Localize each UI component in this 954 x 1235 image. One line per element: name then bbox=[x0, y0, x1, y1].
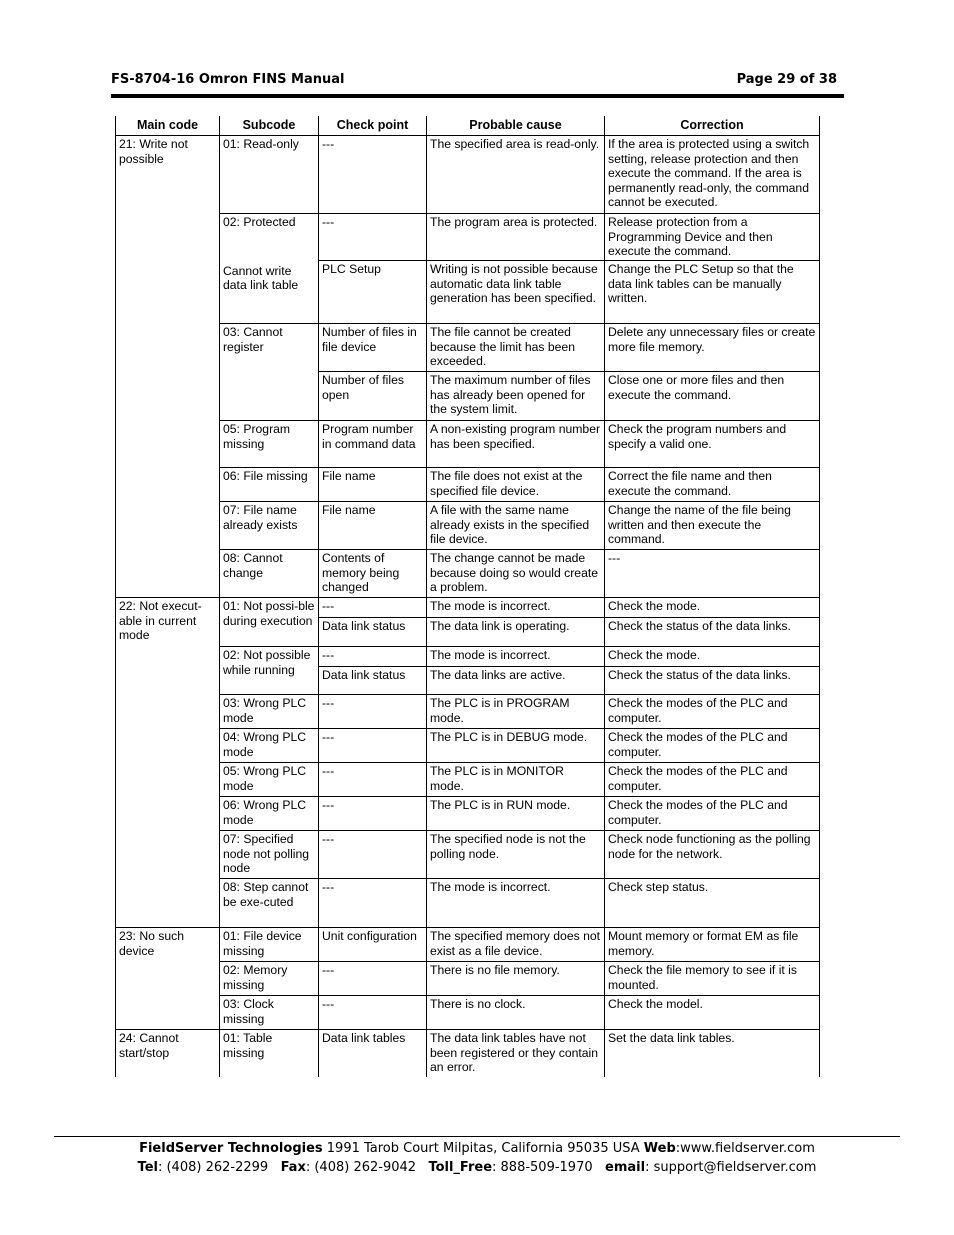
check-point-cell: Number of files in file device bbox=[319, 324, 427, 372]
check-point-cell: --- bbox=[319, 647, 427, 667]
correction-cell: Check the file memory to see if it is mounted. bbox=[605, 962, 820, 996]
correction-cell: Check the mode. bbox=[605, 647, 820, 667]
correction-cell: Change the name of the file being written and then execute the command. bbox=[605, 502, 820, 550]
subcode-cell: 01: File device missing bbox=[220, 928, 319, 962]
correction-cell: Check node functioning as the polling node for the network. bbox=[605, 831, 820, 879]
subcode-cell: 04: Wrong PLC mode bbox=[220, 729, 319, 763]
subcode-text: 02: Protected bbox=[223, 215, 296, 229]
table-row bbox=[116, 647, 820, 667]
subcode-cell: 05: Wrong PLC mode bbox=[220, 763, 319, 797]
check-point-cell: PLC Setup bbox=[319, 261, 427, 324]
check-point-cell: --- bbox=[319, 214, 427, 261]
probable-cause-cell: Writing is not possible because automatic data link table generation has been specified. bbox=[427, 261, 605, 324]
check-point-cell: --- bbox=[319, 136, 427, 214]
table-row bbox=[116, 550, 820, 598]
check-point-cell: Data link status bbox=[319, 618, 427, 647]
check-point-cell: --- bbox=[319, 797, 427, 831]
probable-cause-cell: There is no clock. bbox=[427, 996, 605, 1030]
table-row bbox=[116, 1030, 820, 1077]
probable-cause-cell: The maximum number of files has already been opened for the system limit. bbox=[427, 372, 605, 421]
footer-web-label: Web bbox=[643, 1141, 676, 1156]
correction-cell: Delete any unnecessary files or create more file memory. bbox=[605, 324, 820, 372]
subcode-cell: 03: Clock missing bbox=[220, 996, 319, 1030]
table-row bbox=[116, 928, 820, 962]
check-point-cell: Contents of memory being changed bbox=[319, 550, 427, 598]
subcode-cell: 07: File name already exists bbox=[220, 502, 319, 550]
footer-rule bbox=[54, 1136, 900, 1137]
check-point-cell: Data link tables bbox=[319, 1030, 427, 1077]
probable-cause-cell: The PLC is in MONITOR mode. bbox=[427, 763, 605, 797]
check-point-cell: --- bbox=[319, 962, 427, 996]
table-row bbox=[116, 468, 820, 502]
subcode-cell: 05: Program missing bbox=[220, 421, 319, 468]
probable-cause-cell: A non-existing program number has been specified. bbox=[427, 421, 605, 468]
table-header-row bbox=[116, 116, 820, 136]
subcode-cell: 02: Not possible while running bbox=[220, 647, 319, 695]
check-point-cell: File name bbox=[319, 502, 427, 550]
correction-cell: Check step status. bbox=[605, 879, 820, 928]
correction-cell: Mount memory or format EM as file memory. bbox=[605, 928, 820, 962]
check-point-cell: --- bbox=[319, 729, 427, 763]
correction-cell: Change the PLC Setup so that the data link tables can be manually written. bbox=[605, 261, 820, 324]
table-row bbox=[116, 421, 820, 468]
column-header: Correction bbox=[605, 116, 820, 136]
correction-cell: Set the data link tables. bbox=[605, 1030, 820, 1077]
probable-cause-cell: The specified memory does not exist as a file device. bbox=[427, 928, 605, 962]
page-number: Page 29 of 38 bbox=[736, 72, 837, 87]
main-code-cell: 22: Not execut-able in current mode bbox=[116, 598, 220, 928]
check-point-cell: --- bbox=[319, 598, 427, 618]
check-point-cell: --- bbox=[319, 996, 427, 1030]
main-code-cell: 24: Cannot start/stop bbox=[116, 1030, 220, 1077]
column-header: Subcode bbox=[220, 116, 319, 136]
correction-cell: Check the model. bbox=[605, 996, 820, 1030]
footer-tollfree-label: Toll_Free bbox=[428, 1160, 493, 1175]
table-row bbox=[116, 797, 820, 831]
subcode-cell: 02: Memory missing bbox=[220, 962, 319, 996]
subcode-cell: 03: Wrong PLC mode bbox=[220, 695, 319, 729]
error-code-table bbox=[115, 116, 820, 1077]
table-row bbox=[116, 695, 820, 729]
probable-cause-cell: The data links are active. bbox=[427, 667, 605, 695]
check-point-cell: File name bbox=[319, 468, 427, 502]
probable-cause-cell: The PLC is in PROGRAM mode. bbox=[427, 695, 605, 729]
subcode-cell: 01: Not possi-ble during execution bbox=[220, 598, 319, 647]
subcode-cell: 03: Cannot register bbox=[220, 324, 319, 421]
correction-cell: Check the status of the data links. bbox=[605, 667, 820, 695]
check-point-cell: --- bbox=[319, 695, 427, 729]
correction-cell: Check the modes of the PLC and computer. bbox=[605, 729, 820, 763]
table-row bbox=[116, 763, 820, 797]
subcode-cell bbox=[220, 214, 319, 324]
correction-cell: If the area is protected using a switch setting, release protection and then execute the command. If the area is permanently read-only, the command cannot be executed. bbox=[605, 136, 820, 214]
correction-cell: Check the status of the data links. bbox=[605, 618, 820, 647]
probable-cause-cell: The data link tables have not been registered or they contain an error. bbox=[427, 1030, 605, 1077]
table-row bbox=[116, 962, 820, 996]
subcode-cell: 08: Cannot change bbox=[220, 550, 319, 598]
table-row bbox=[116, 324, 820, 372]
correction-cell: Check the modes of the PLC and computer. bbox=[605, 695, 820, 729]
table-row bbox=[116, 502, 820, 550]
main-code-cell: 23: No such device bbox=[116, 928, 220, 1030]
table-row bbox=[116, 598, 820, 618]
probable-cause-cell: The mode is incorrect. bbox=[427, 647, 605, 667]
footer-tollfree: : 888-509-1970 bbox=[492, 1160, 606, 1175]
correction-cell: Check the modes of the PLC and computer. bbox=[605, 763, 820, 797]
footer-address: 1991 Tarob Court Milpitas, California 95035 USA bbox=[322, 1141, 644, 1156]
correction-cell: Check the mode. bbox=[605, 598, 820, 618]
correction-cell: Check the program numbers and specify a valid one. bbox=[605, 421, 820, 468]
subcode-cell: 07: Specified node not polling node bbox=[220, 831, 319, 879]
probable-cause-cell: The file cannot be created because the limit has been exceeded. bbox=[427, 324, 605, 372]
correction-cell: Check the modes of the PLC and computer. bbox=[605, 797, 820, 831]
column-header: Probable cause bbox=[427, 116, 605, 136]
footer-fax-label: Fax bbox=[280, 1160, 306, 1175]
probable-cause-cell: The data link is operating. bbox=[427, 618, 605, 647]
footer-company: FieldServer Technologies bbox=[139, 1141, 323, 1156]
probable-cause-cell: The PLC is in RUN mode. bbox=[427, 797, 605, 831]
footer-fax: : (408) 262-9042 bbox=[305, 1160, 429, 1175]
table-row bbox=[116, 136, 820, 214]
check-point-cell: Data link status bbox=[319, 667, 427, 695]
subcode-cell: 01: Table missing bbox=[220, 1030, 319, 1077]
table-row bbox=[116, 729, 820, 763]
footer-tel: : (408) 262-2299 bbox=[157, 1160, 281, 1175]
column-header: Check point bbox=[319, 116, 427, 136]
table-row bbox=[116, 879, 820, 928]
check-point-cell: --- bbox=[319, 763, 427, 797]
document-title: FS-8704-16 Omron FINS Manual bbox=[111, 72, 345, 87]
page-header bbox=[111, 72, 837, 92]
check-point-cell: Program number in command data bbox=[319, 421, 427, 468]
subcode-text: Cannot write data link table bbox=[223, 263, 299, 292]
check-point-cell: --- bbox=[319, 879, 427, 928]
column-header: Main code bbox=[116, 116, 220, 136]
check-point-cell: Unit configuration bbox=[319, 928, 427, 962]
footer-tel-label: Tel bbox=[137, 1160, 158, 1175]
probable-cause-cell: The file does not exist at the specified file device. bbox=[427, 468, 605, 502]
subcode-cell: 01: Read-only bbox=[220, 136, 319, 214]
check-point-cell: --- bbox=[319, 831, 427, 879]
subcode-cell: 06: File missing bbox=[220, 468, 319, 502]
footer-line-contact bbox=[0, 1160, 954, 1175]
probable-cause-cell: There is no file memory. bbox=[427, 962, 605, 996]
probable-cause-cell: The specified area is read-only. bbox=[427, 136, 605, 214]
check-point-cell: Number of files open bbox=[319, 372, 427, 421]
probable-cause-cell: The change cannot be made because doing so would create a problem. bbox=[427, 550, 605, 598]
footer-web-link[interactable]: :www.fieldserver.com bbox=[675, 1141, 815, 1156]
subcode-cell: 06: Wrong PLC mode bbox=[220, 797, 319, 831]
table-row bbox=[116, 214, 820, 261]
probable-cause-cell: A file with the same name already exists in the specified file device. bbox=[427, 502, 605, 550]
correction-cell: Release protection from a Programming Device and then execute the command. bbox=[605, 214, 820, 261]
probable-cause-cell: The PLC is in DEBUG mode. bbox=[427, 729, 605, 763]
footer-email[interactable]: : support@fieldserver.com bbox=[645, 1160, 817, 1175]
correction-cell: Correct the file name and then execute the command. bbox=[605, 468, 820, 502]
footer-email-label: email bbox=[605, 1160, 646, 1175]
probable-cause-cell: The mode is incorrect. bbox=[427, 879, 605, 928]
probable-cause-cell: The specified node is not the polling node. bbox=[427, 831, 605, 879]
correction-cell: Close one or more files and then execute the command. bbox=[605, 372, 820, 421]
header-rule bbox=[111, 94, 844, 98]
main-code-cell: 21: Write not possible bbox=[116, 136, 220, 598]
footer-line-address bbox=[0, 1141, 954, 1156]
table-row bbox=[116, 996, 820, 1030]
probable-cause-cell: The mode is incorrect. bbox=[427, 598, 605, 618]
subcode-cell: 08: Step cannot be exe-cuted bbox=[220, 879, 319, 928]
table-row bbox=[116, 831, 820, 879]
probable-cause-cell: The program area is protected. bbox=[427, 214, 605, 261]
correction-cell: --- bbox=[605, 550, 820, 598]
